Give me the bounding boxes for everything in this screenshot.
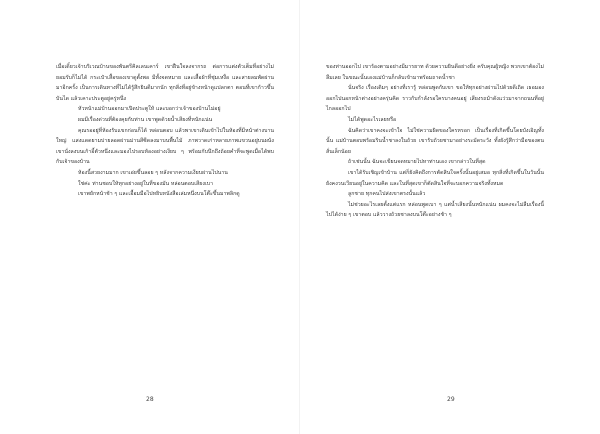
right-page-text bbox=[326, 62, 544, 221]
paragraph: ของท่านออกไป เขาร้องตามอย่างมีมารยาท ด้วยความยินดีอย่างยิ่ง ครับคุณผู้หญิง พวกเขาต้องไม่ลืมเลย ในขณะนั้นเองแม่บ้านก็กลับเข้ามาพร้อมถาดน้ำชา bbox=[326, 64, 544, 81]
paragraph: ห้องนี้สวยงามมาก เขาเอ่ยขึ้นลอย ๆ หลังจากความเงียบผ่านไปนาน bbox=[78, 169, 228, 176]
paragraph: ไม่ได้พูดอะไรเลยหรือ bbox=[348, 116, 397, 123]
page-number-right: 29 bbox=[447, 396, 455, 403]
left-page-text bbox=[56, 62, 274, 200]
page-number-left: 28 bbox=[146, 396, 154, 403]
paragraph: เขาพยักหน้าช้า ๆ และเอื้อมมือไปหยิบหนังสือเล่มหนึ่งบนโต๊ะขึ้นมาพลิกดู bbox=[78, 191, 240, 198]
paragraph: นั่นจริง เรื่องเดิมๆ อย่างที่เรารู้ หล่อนพูดกับเขา ขอให้ทุกอย่างผ่านไปด้วยดีเถิด เธอมองออกไปนอกหน้าต่างอย่างครุ่นคิด ราวกับกำลังรอใครบางคนอยู่ เสียงรถม้าดังแว่วมาจากถนนที่อยู่ไกลออกไป bbox=[326, 85, 544, 113]
right-page bbox=[300, 0, 600, 434]
paragraph: เขาได้รับเชิญเข้าบ้าน แต่ก็ยังคิดถึงการตัดสินใจครั้งนั้นอยู่เสมอ ทุกสิ่งที่เกิดขึ้นในวันนั้นยังคงวนเวียนอยู่ในความคิด และในที่สุดเขาก็ตัดสินใจที่จะบอกความจริงทั้งหมด bbox=[326, 169, 544, 187]
paragraph: คุณรออยู่ที่ห้องรับแขกก่อนก็ได้ หล่อนตอบ แล้วพาเขาเดินเข้าไปในห้องที่มีหน้าต่างบานใหญ่ แสงแดดยามบ่ายลอดผ่านม่านสีซีดลงมาบนพื้นไม้ ภาพวาดเก่าหลายภาพแขวนอยู่บนผนัง เขานั่งลงบนเก้าอี้ตัวหนึ่งและมองไปรอบห้องอย่างเงียบ ๆ พร้อมกับนึกถึงถ้อยคำที่จะพูดเมื่อได้พบกับเจ้าของบ้าน bbox=[56, 127, 274, 166]
paragraph: ไม่ช่วยอะไรเลยตั้งแต่แรก หล่อนพูดเบา ๆ แต่น้ำเสียงนั้นหนักแน่น ผมคงจะไม่ลืมเรื่องนี้ไปได้ง่าย ๆ เขาตอบ แล้ววางถ้วยชาลงบนโต๊ะอย่างช้า ๆ bbox=[326, 201, 544, 219]
paragraph: ฉันคิดว่าเขาคงจะเข้าใจ ไม่ใช่ความผิดของใครหรอก เป็นเรื่องที่เกิดขึ้นโดยบังเอิญทั้งนั้น แม่บ้านตอบพร้อมรินน้ำชาลงในถ้วย เขารับถ้วยชามาอย่างระมัดระวัง ทั้งยังรู้สึกว่ามือของตนสั่นเล็กน้อย bbox=[326, 127, 544, 155]
paragraph: เมื่อเดี๋ยวเจ้าบริเวณบ้านของพันตรีคิลเลนเคาร์ เขาฝืนใจลงจากรถ ต่อการแต่งตัวเต็มที่อย่างไม่ยอมรับก็ไม่ได้ กระเป๋าเสื้อของเขาดูตั้งพอ มีทั้งจดหมาย และเสื้อผ้าที่ชุ่มเหงื่อ และสายลมพัดผ่านมาอีกครั้ง เป็นการเดินทางที่ไม่ได้รู้สึกยินดีมากนัก ทุกสิ่งที่อยู่ข้างหน้าดูแปลกตา ตอนที่เขาก้าวขึ้นบันได แล้วเคาะประตูอยู่ครู่หนึ่ง bbox=[56, 64, 274, 102]
paragraph: ใช่ค่ะ ท่านชอบให้ทุกอย่างอยู่ในที่ของมัน หล่อนตอบเสียงเบา bbox=[78, 180, 214, 187]
paragraph: ลูกชาย ทุกคนไปส่งเขาตรงนั้นแล้ว bbox=[348, 191, 426, 198]
paragraph: ถ้าเช่นนั้น ฉันจะเขียนจดหมายไปหาท่านเอง เขากล่าวในที่สุด bbox=[348, 159, 486, 166]
paragraph: หัวหน้าแม่บ้านออกมาเปิดประตูให้ และบอกว่าเจ้าของบ้านไม่อยู่ bbox=[78, 106, 221, 113]
paragraph: ผมมีเรื่องด่วนที่ต้องคุยกับท่าน เขาพูดด้วยน้ำเสียงที่หนักแน่น bbox=[78, 116, 213, 123]
